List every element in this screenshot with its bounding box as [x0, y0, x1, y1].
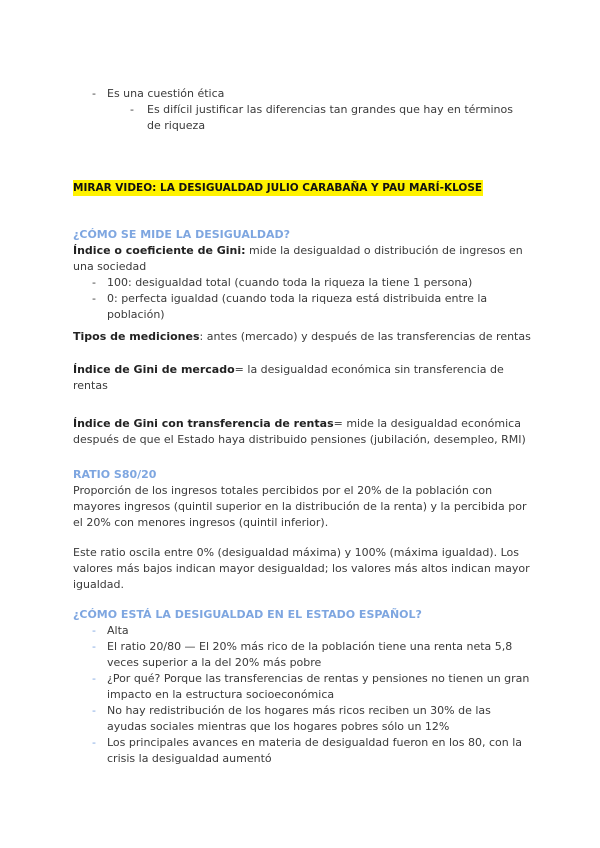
gini-term: Índice o coeficiente de Gini:	[73, 244, 246, 257]
ratio-heading: RATIO S80/20	[73, 468, 157, 481]
video-banner	[73, 180, 533, 196]
list-item: - El ratio 20/80 — El 20% más rico de la población tiene una renta neta 5,8 veces superior a la del 20% más pobre	[90, 639, 533, 671]
measure-heading: ¿CÓMO SE MIDE LA DESIGUALDAD?	[73, 228, 291, 241]
ratio-range	[73, 545, 533, 593]
ratio-section	[73, 467, 533, 531]
list-item: - No hay redistribución de los hogares más ricos reciben un 30% de las ayudas sociales mientras que los hogares pobres sólo un 12%	[90, 703, 533, 735]
transfer-term: Índice de Gini con transferencia de rentas	[73, 417, 334, 430]
ethics-section	[73, 86, 533, 134]
measure-section	[73, 227, 533, 345]
spain-section	[73, 607, 533, 767]
list-item: - ¿Por qué? Porque las transferencias de rentas y pensiones no tienen un gran impacto en la estructura socioeconómica	[90, 671, 533, 703]
list-item: - 100: desigualdad total (cuando toda la riqueza la tiene 1 persona)	[90, 275, 533, 291]
list-item: - Alta	[90, 623, 533, 639]
types-term: Tipos de mediciones	[73, 330, 200, 343]
types-def: : antes (mercado) y después de las transferencias de rentas	[199, 330, 531, 343]
spain-heading: ¿CÓMO ESTÁ LA DESIGUALDAD EN EL ESTADO ESPAÑOL?	[73, 608, 422, 621]
market-term: Índice de Gini de mercado	[73, 363, 235, 376]
transfer-def: = mide la desigualdad económica después de que el Estado haya distribuido pensiones (jubilación, desempleo, RMI)	[73, 417, 526, 446]
list-item: - 0: perfecta igualdad (cuando toda la riqueza está distribuida entre la población)	[90, 291, 507, 323]
list-item: - Los principales avances en materia de desigualdad fueron en los 80, con la crisis la desigualdad aumentó	[90, 735, 533, 767]
list-item: - Es una cuestión ética	[90, 86, 533, 102]
ratio-paragraph: Este ratio oscila entre 0% (desigualdad máxima) y 100% (máxima igualdad). Los valores más bajos indican mayor desigualdad; los valores más altos indican mayor igualdad.	[73, 546, 530, 591]
gini-definition	[73, 243, 533, 275]
transfer-gini	[73, 416, 533, 448]
types-line	[73, 329, 533, 345]
ratio-paragraph: Proporción de los ingresos totales percibidos por el 20% de la población con mayores ingresos (quintil superior en la distribución de la renta) y la percibida por el 20% con menores ingresos (quintil inferior).	[73, 484, 527, 529]
market-def: = la desigualdad económica sin transferencia de rentas	[73, 363, 504, 392]
video-banner-text: MIRAR VIDEO: LA DESIGUALDAD JULIO CARABAÑA Y PAU MARÍ-KLOSE	[73, 182, 483, 194]
sub-list-item: - Es difícil justificar las diferencias tan grandes que hay en términos de riqueza	[128, 102, 527, 134]
gini-def: mide la desigualdad o distribución de ingresos en una sociedad	[73, 244, 523, 273]
market-gini	[73, 362, 533, 394]
